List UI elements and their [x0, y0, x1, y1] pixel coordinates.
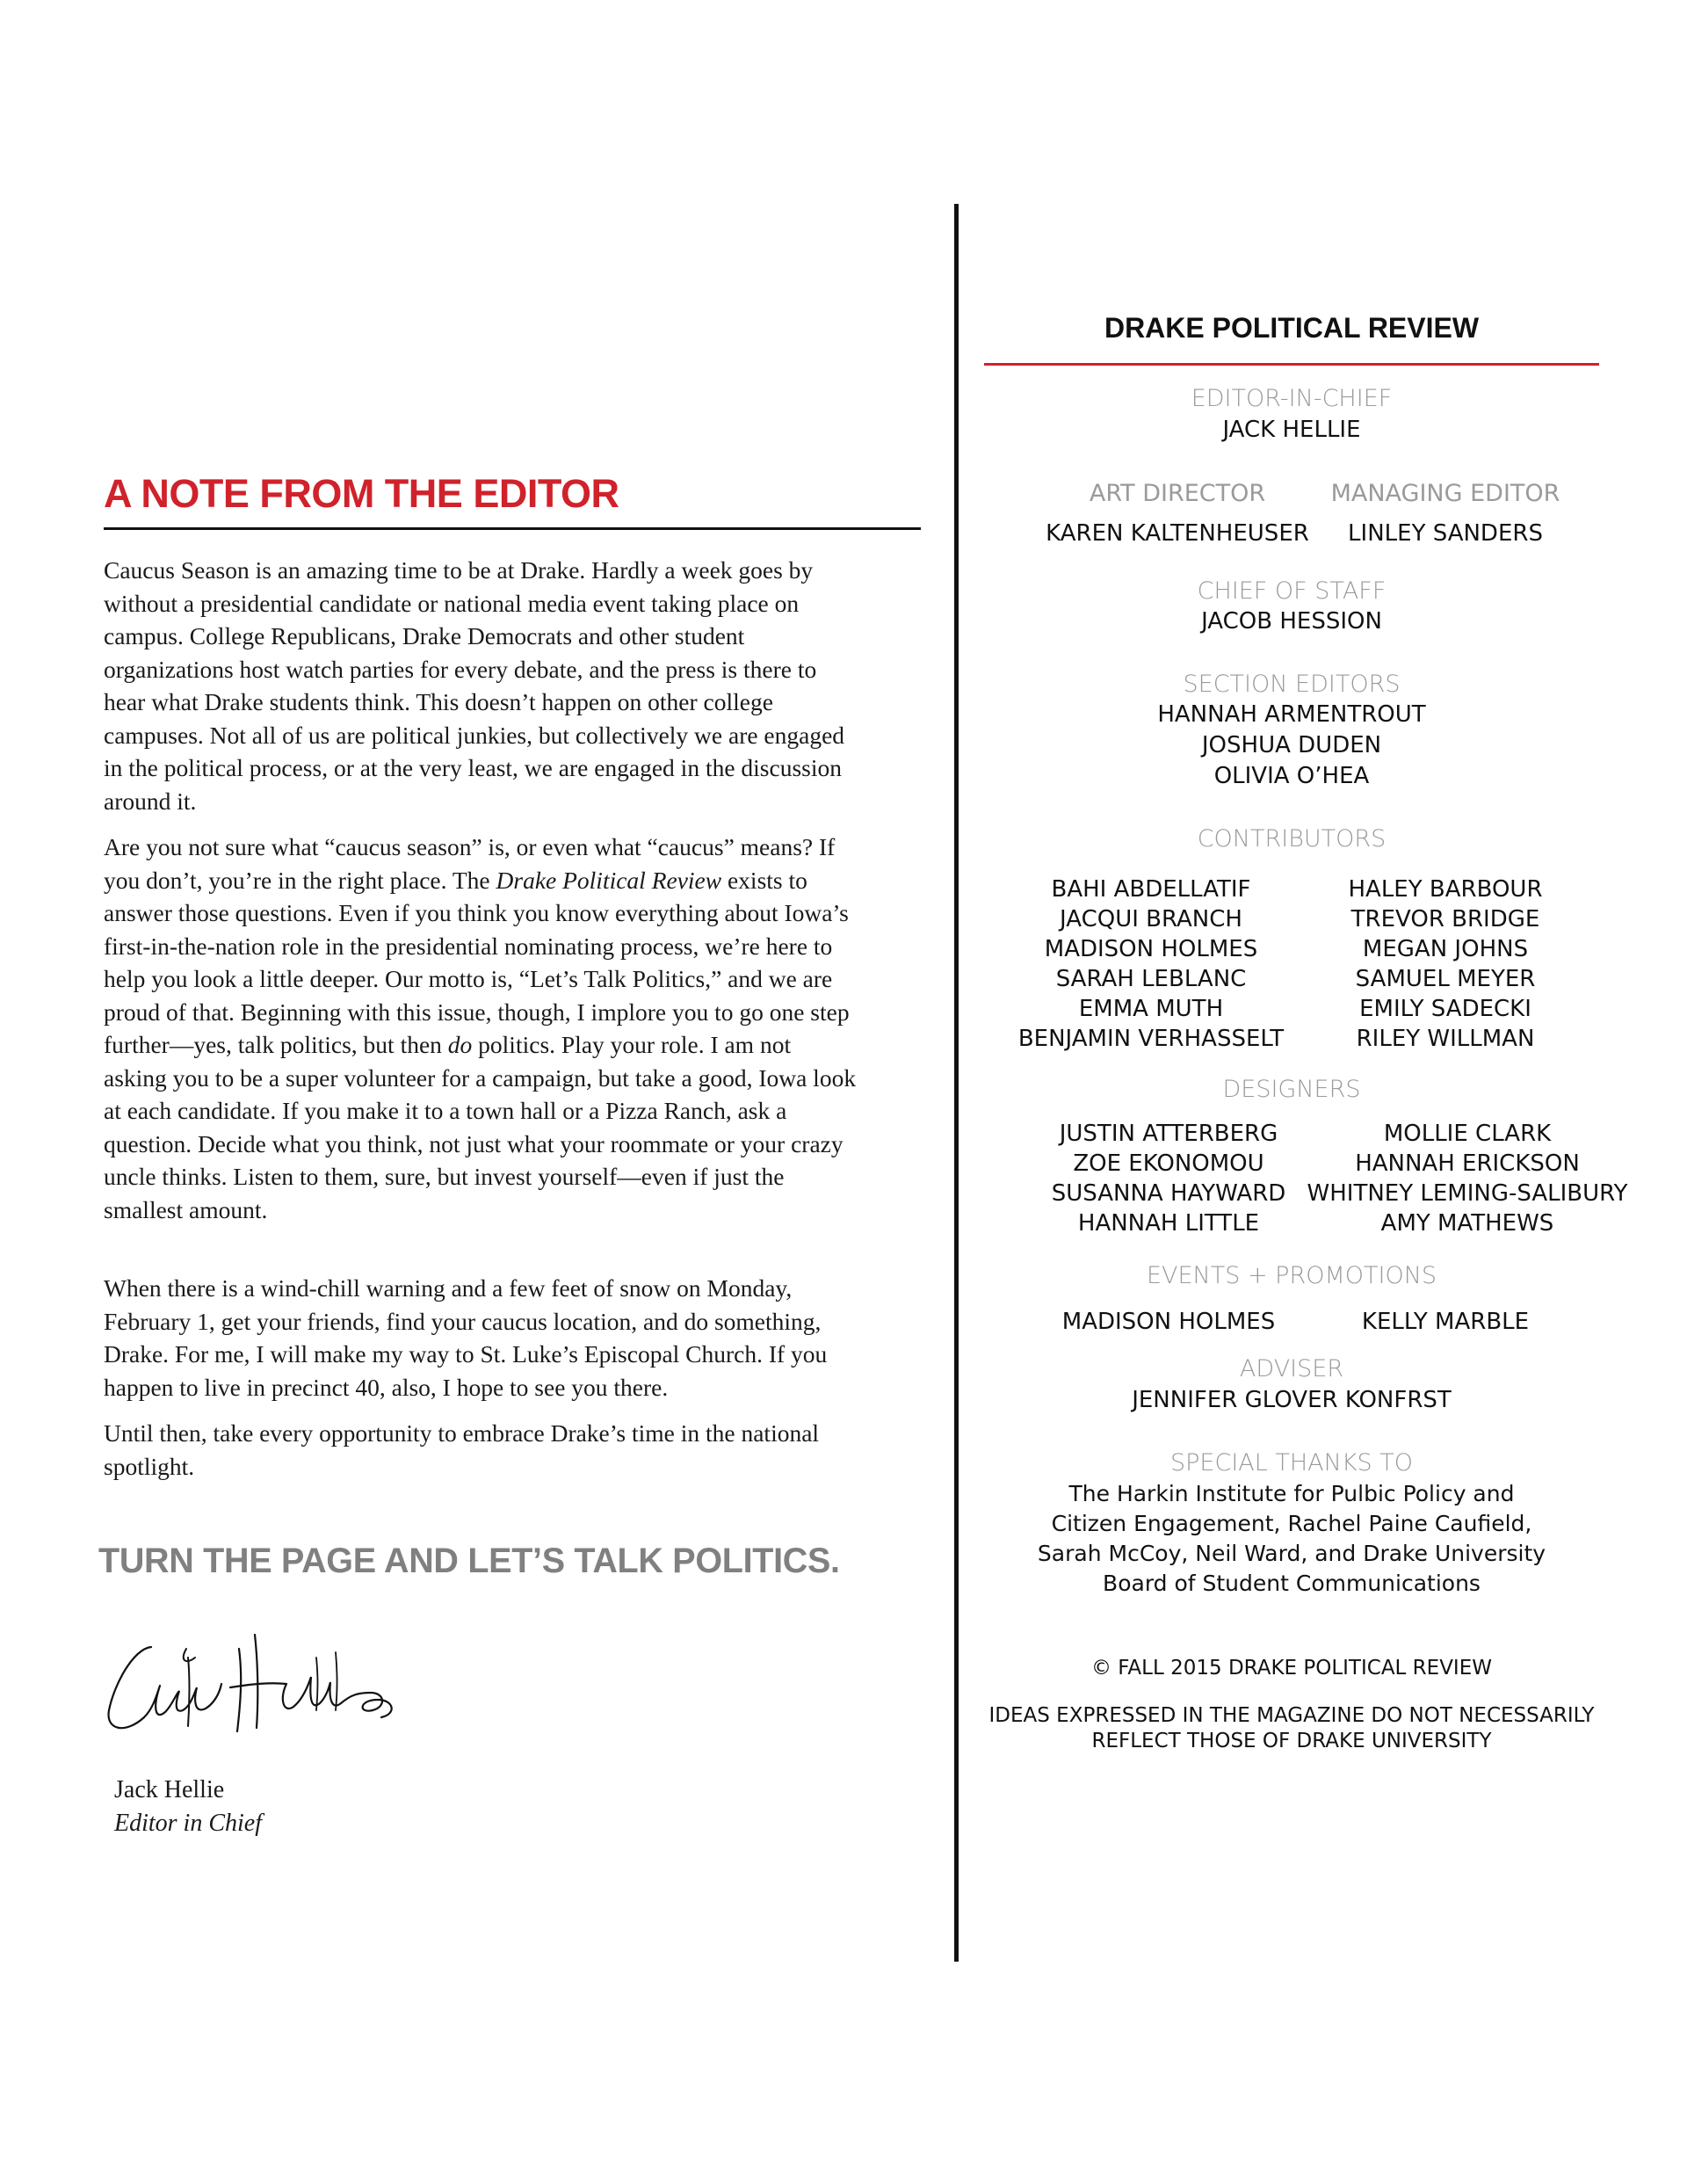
thanks-line: Sarah McCoy, Neil Ward, and Drake University	[1037, 1541, 1546, 1566]
section-editor: JOSHUA DUDEN	[1201, 732, 1382, 758]
editor-role: Editor in Chief	[114, 1810, 262, 1837]
contributor-name: EMILY SADECKI	[1359, 996, 1531, 1022]
events-label: EVENTS + PROMOTIONS	[1146, 1262, 1437, 1289]
designer-name: WHITNEY LEMING-SALIBURY	[1307, 1180, 1628, 1207]
masthead-title: DRAKE POLITICAL REVIEW	[1104, 312, 1480, 344]
thanks-line: The Harkin Institute for Pulbic Policy and	[1068, 1481, 1515, 1506]
managing-editor-label: MANAGING EDITOR	[1330, 480, 1560, 507]
contributor-name: SARAH LEBLANC	[1055, 966, 1247, 992]
publication-name-italic: Drake Political Review	[496, 866, 722, 894]
designer-name: JUSTIN ATTERBERG	[1059, 1121, 1278, 1147]
art-director-label: ART DIRECTOR	[1089, 480, 1266, 507]
contributor-name: JACQUI BRANCH	[1060, 906, 1242, 932]
thanks-line: Citizen Engagement, Rachel Paine Caufield,	[1051, 1511, 1532, 1536]
designer-name: MOLLIE CLARK	[1383, 1121, 1552, 1147]
adviser-name: JENNIFER GLOVER KONFRST	[1132, 1387, 1452, 1413]
masthead-rule	[984, 363, 1599, 366]
designer-name: HANNAH LITTLE	[1077, 1210, 1260, 1237]
contributor-name: SAMUEL MEYER	[1355, 966, 1536, 992]
disclaimer-line-1: IDEAS EXPRESSED IN THE MAGAZINE DO NOT NECESSARILY	[988, 1704, 1595, 1727]
column-divider	[954, 204, 959, 1962]
letter-paragraph-4: Until then, take every opportunity to embrace Drake’s time in the national spotlight.	[104, 1419, 820, 1480]
contributor-name: BENJAMIN VERHASSELT	[1017, 1026, 1285, 1052]
contributor-name: BAHI ABDELLATIF	[1051, 876, 1251, 903]
designers-right-column	[1283, 1119, 1652, 1238]
p2-text-a: Are you not sure what “caucus season” is, or even what “caucus” means? If you don’t, you’re in the right place. The	[104, 833, 836, 894]
thanks-line: Board of Student Communications	[1103, 1571, 1481, 1596]
designers-label: DESIGNERS	[1222, 1076, 1361, 1103]
special-thanks-text	[984, 1479, 1599, 1599]
disclaimer-line-2: REFLECT THOSE OF DRAKE UNIVERSITY	[1091, 1730, 1492, 1752]
letter-paragraph-2	[104, 831, 859, 1226]
section-editor: HANNAH ARMENTROUT	[1157, 701, 1426, 728]
adviser-label: ADVISER	[1239, 1355, 1344, 1382]
eic-name: JACK HELLIE	[1222, 417, 1361, 443]
special-thanks-label: SPECIAL THANKS TO	[1169, 1449, 1414, 1477]
contributor-name: EMMA MUTH	[1078, 996, 1224, 1022]
managing-editor-name: LINLEY SANDERS	[1348, 520, 1543, 547]
handwritten-signature	[98, 1622, 415, 1745]
p2-text-b: exists to answer those questions. Even if you think you know everything about Iowa’s first-in-the-nation role in the presidential nominating process, we’re here to help you look a little deeper. Our motto is, “Let’s Talk Politics,” and we are proud of that. Beginning with this issue, though, I implore you to go one step further—yes, talk politics, but then	[104, 866, 850, 1058]
letter-paragraph-3: When there is a wind-chill warning and a few feet of snow on Monday, February 1, get your friends, find your caucus location, and do something, Drake. For me, I will make my way to St. Luke’s Episcopal Church. If you happen to live in precinct 40, also, I hope to see you there.	[104, 1274, 828, 1401]
do-italic: do	[447, 1031, 473, 1058]
designer-name: ZOE EKONOMOU	[1073, 1150, 1264, 1177]
contributors-left-column	[984, 874, 1318, 1054]
contributor-name: HALEY BARBOUR	[1348, 876, 1543, 903]
editor-letter	[104, 554, 859, 1496]
art-director-name: KAREN KALTENHEUSER	[1046, 520, 1309, 547]
contributor-name: TREVOR BRIDGE	[1350, 906, 1540, 932]
contributors-label: CONTRIBUTORS	[1197, 825, 1387, 853]
events-person-left: MADISON HOLMES	[1061, 1309, 1276, 1335]
contributor-name: MADISON HOLMES	[1044, 936, 1258, 962]
masthead	[984, 0, 1628, 2184]
eic-label: EDITOR-IN-CHIEF	[1191, 385, 1393, 412]
chief-of-staff-label: CHIEF OF STAFF	[1197, 577, 1387, 605]
signature-block	[114, 1774, 262, 1840]
contributor-name: MEGAN JOHNS	[1362, 936, 1529, 962]
call-to-action: TURN THE PAGE AND LET’S TALK POLITICS.	[98, 1542, 840, 1580]
editor-note-title: A NOTE FROM THE EDITOR	[104, 471, 619, 516]
contributor-name: RILEY WILLMAN	[1356, 1026, 1535, 1052]
letter-paragraph-1: Caucus Season is an amazing time to be at Drake. Hardly a week goes by without a presidential candidate or national media event taking place on campus. College Republicans, Drake Democrats and other student organizations host watch parties for every debate, and the press is there to hear what Drake students think. This doesn’t happen on other college campuses. Not all of us are political junkies, but collectively we are engaged in the political process, or at the very least, we are engaged in the discussion around it.	[104, 556, 845, 815]
copyright-line: © FALL 2015 DRAKE POLITICAL REVIEW	[1091, 1657, 1492, 1680]
designer-name: SUSANNA HAYWARD	[1051, 1180, 1286, 1207]
events-person-right: KELLY MARBLE	[1361, 1309, 1530, 1335]
title-underline	[104, 527, 921, 530]
section-editors-label: SECTION EDITORS	[1183, 671, 1401, 698]
p2-text-c: politics. Play your role. I am not asking you to be a super volunteer for a campaign, but take a good, Iowa look at each candidate. If you make it to a town hall or a Pizza Ranch, ask a question. Decide what you think, not just what your roommate or your crazy uncle thinks. Listen to them, sure, but invest yourself—even if just the smallest amount.	[104, 1031, 857, 1223]
editor-name: Jack Hellie	[114, 1776, 225, 1803]
designer-name: HANNAH ERICKSON	[1355, 1150, 1580, 1177]
section-editor: OLIVIA O’HEA	[1213, 763, 1370, 789]
chief-of-staff-name: JACOB HESSION	[1201, 608, 1382, 635]
designer-name: AMY MATHEWS	[1380, 1210, 1554, 1237]
contributors-right-column	[1327, 874, 1564, 1054]
